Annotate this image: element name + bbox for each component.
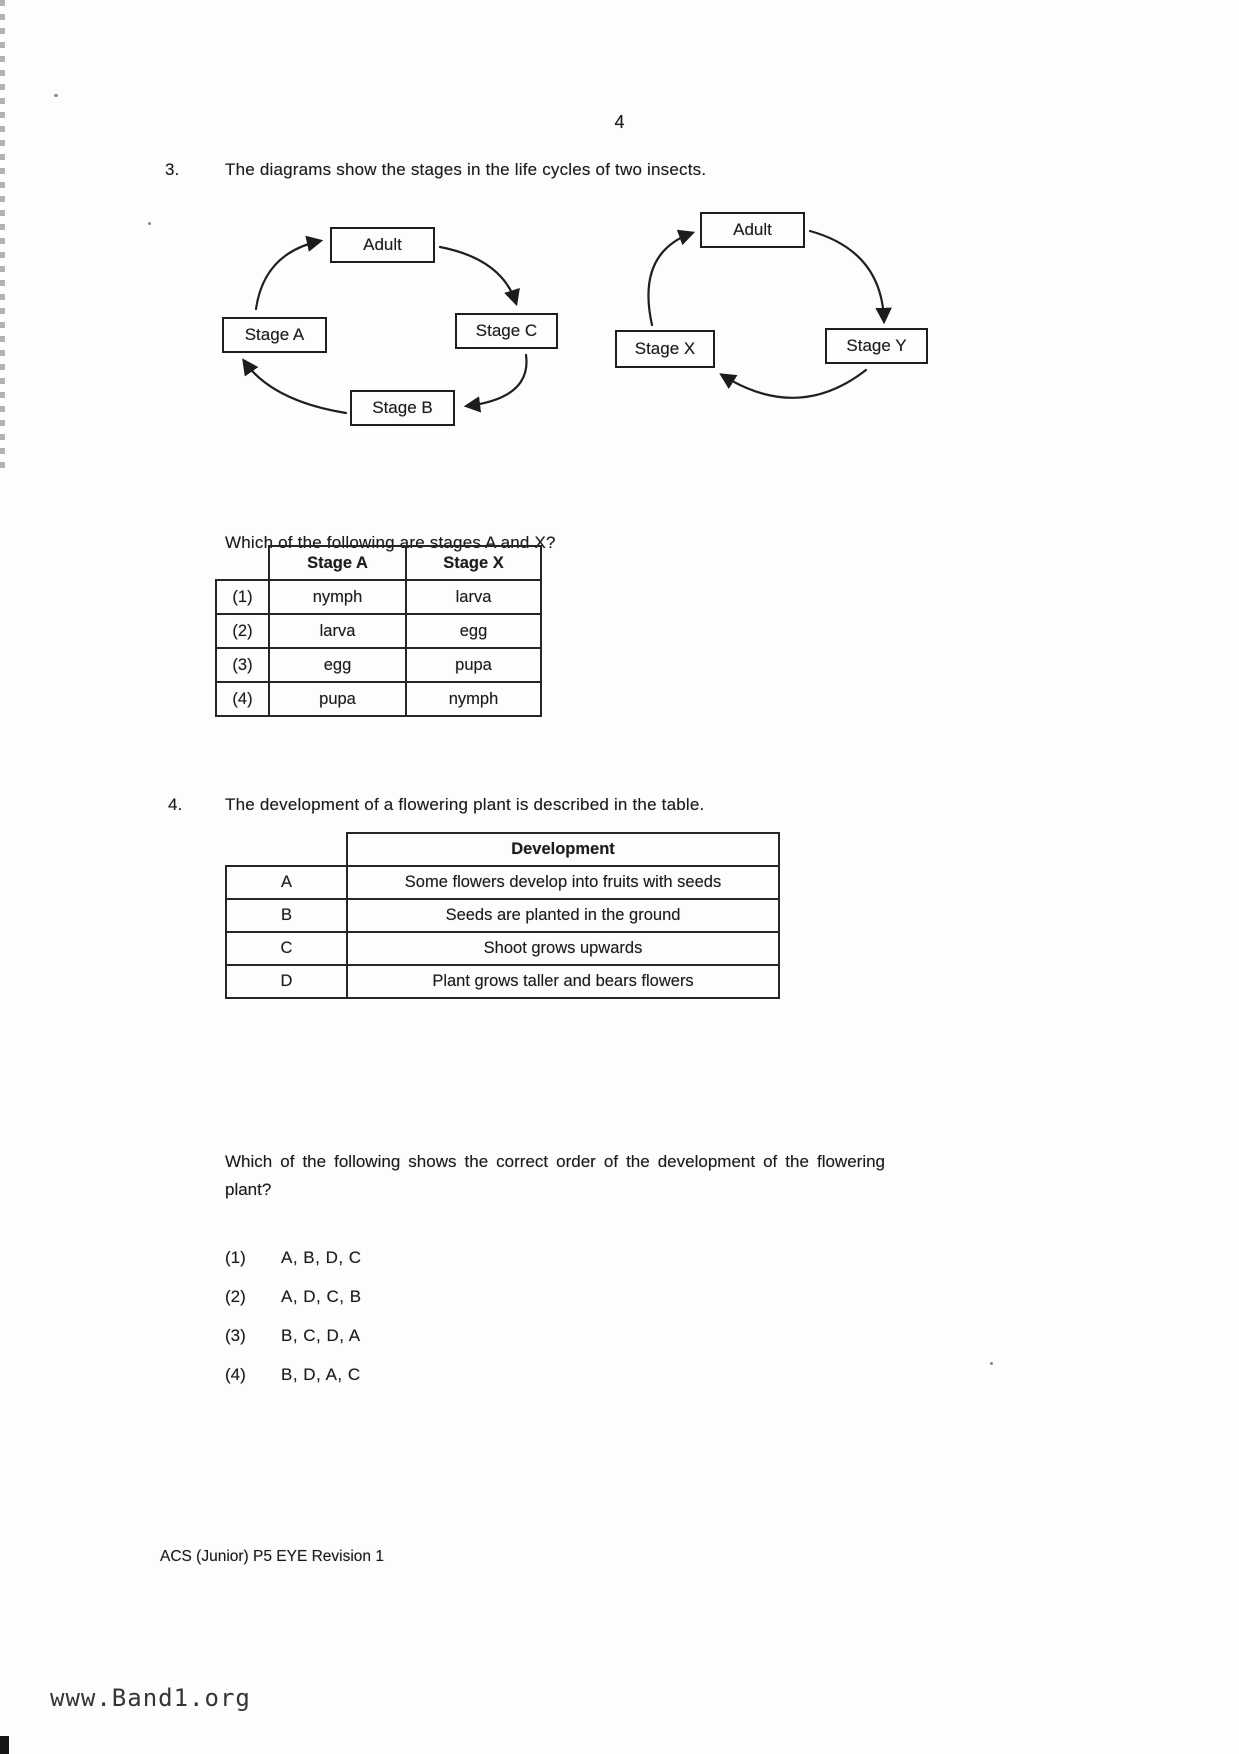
cycle2-adult-box: Adult — [700, 212, 805, 248]
cycle2-stageY-box: Stage Y — [825, 328, 928, 364]
q3-empty-header-cell — [216, 546, 269, 580]
arrow-stageB-to-stageA — [244, 361, 346, 413]
arrow-stageX-to-adult — [648, 233, 692, 325]
q4-question: Which of the following shows the correct order of the development of the flowering plant? — [225, 1152, 885, 1200]
q4-option — [225, 1287, 362, 1311]
q3-question: Which of the following are stages A and X? — [225, 533, 556, 552]
q4-number: 4. — [168, 795, 183, 814]
q4-option-label: (4) — [225, 1365, 246, 1384]
q4-header-development: Development — [347, 833, 779, 866]
q3-option-label: (4) — [216, 682, 269, 716]
cycle2-stageX-box: Stage X — [615, 330, 715, 368]
cycle1-stageB-box: Stage B — [350, 390, 455, 426]
q4-option-label: (1) — [225, 1248, 246, 1267]
scan-corner-mark — [0, 1736, 9, 1754]
q4-table-row — [226, 965, 779, 998]
q4-row-label: D — [226, 965, 347, 998]
q4-option-text: A, B, D, C — [281, 1248, 362, 1267]
cycle1-stageC-box: Stage C — [455, 313, 558, 349]
arrow-stageC-to-stageB — [467, 355, 527, 406]
q3-cell-stageX: nymph — [406, 682, 541, 716]
q4-option-text: B, C, D, A — [281, 1326, 361, 1345]
q4-row-text: Seeds are planted in the ground — [347, 899, 779, 932]
q3-table-row — [216, 580, 541, 614]
q4-empty-header-cell — [226, 833, 347, 866]
q4-options — [225, 1248, 362, 1404]
q4-option — [225, 1248, 362, 1272]
life-cycle-diagrams — [180, 195, 1010, 480]
q3-cell-stageX: egg — [406, 614, 541, 648]
q3-table-row — [216, 614, 541, 648]
q3-number: 3. — [165, 160, 180, 179]
arrow-stageY-to-stageX — [722, 370, 866, 398]
q4-table-header-row — [226, 833, 779, 866]
q3-cell-stageA: pupa — [269, 682, 406, 716]
q3-cell-stageX: larva — [406, 580, 541, 614]
q3-cell-stageA: nymph — [269, 580, 406, 614]
arrow-adult-to-stageC — [440, 247, 516, 303]
q4-table-row — [226, 866, 779, 899]
q4-row-text: Some flowers develop into fruits with seeds — [347, 866, 779, 899]
q3-cell-stageX: pupa — [406, 648, 541, 682]
q3-header-stageA: Stage A — [269, 546, 406, 580]
watermark-url: www.Band1.org — [50, 1684, 251, 1712]
q3-table-row — [216, 682, 541, 716]
q4-prompt: The development of a flowering plant is described in the table. — [225, 795, 705, 814]
q4-development-table — [225, 832, 780, 999]
q4-table-row — [226, 932, 779, 965]
q3-option-label: (3) — [216, 648, 269, 682]
q4-table-row — [226, 899, 779, 932]
q3-cell-stageA: egg — [269, 648, 406, 682]
q4-option — [225, 1326, 362, 1350]
scan-speck — [148, 222, 151, 225]
q3-table-header-row — [216, 546, 541, 580]
q3-answer-table — [215, 545, 542, 717]
cycle1-adult-box: Adult — [330, 227, 435, 263]
arrow-adult-to-stageY — [810, 231, 884, 321]
q4-option-label: (3) — [225, 1326, 246, 1345]
q4-row-text: Shoot grows upwards — [347, 932, 779, 965]
q4-row-label: C — [226, 932, 347, 965]
cycle1-stageA-box: Stage A — [222, 317, 327, 353]
q3-option-label: (2) — [216, 614, 269, 648]
q4-row-label: A — [226, 866, 347, 899]
q4-row-label: B — [226, 899, 347, 932]
q3-prompt: The diagrams show the stages in the life cycles of two insects. — [225, 160, 707, 179]
q4-row-text: Plant grows taller and bears flowers — [347, 965, 779, 998]
scan-speck — [990, 1362, 993, 1365]
q3-option-label: (1) — [216, 580, 269, 614]
q4-option — [225, 1365, 362, 1389]
q4-option-text: B, D, A, C — [281, 1365, 361, 1384]
scan-speck — [54, 94, 58, 97]
q4-option-label: (2) — [225, 1287, 246, 1306]
arrow-stageA-to-adult — [256, 241, 320, 309]
scan-edge-artifact — [0, 0, 5, 470]
q3-cell-stageA: larva — [269, 614, 406, 648]
q3-table-row — [216, 648, 541, 682]
document-footer: ACS (Junior) P5 EYE Revision 1 — [160, 1548, 384, 1565]
q4-option-text: A, D, C, B — [281, 1287, 362, 1306]
q3-header-stageX: Stage X — [406, 546, 541, 580]
page-number: 4 — [614, 112, 625, 132]
